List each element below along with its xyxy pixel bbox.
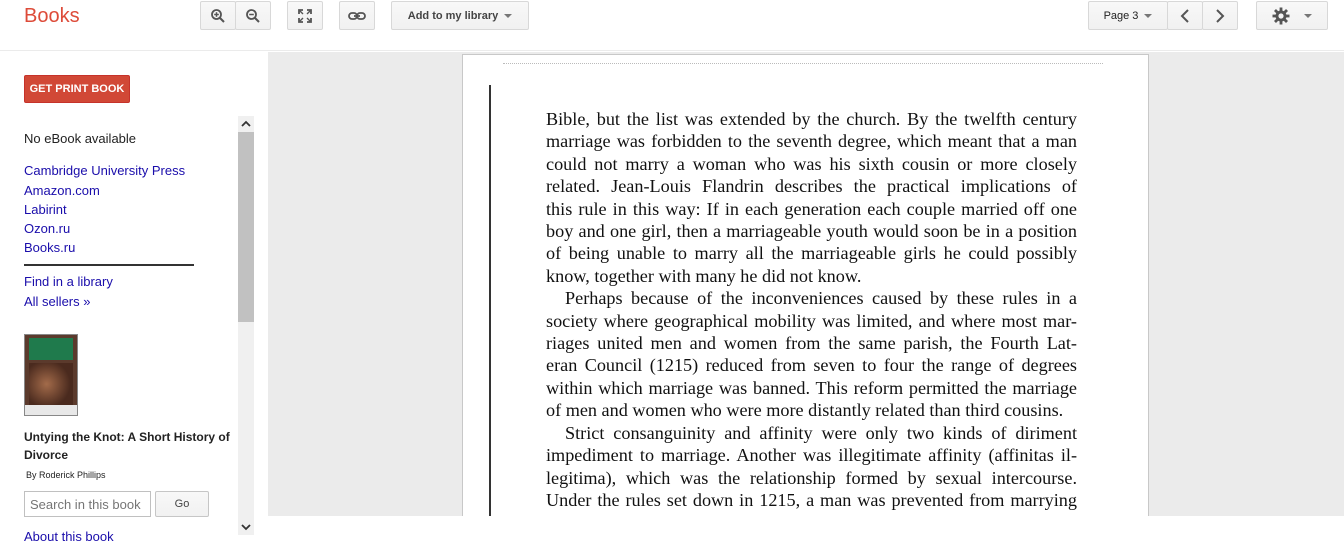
page-text-line: of men and women who were more distantly related than third cousins. bbox=[546, 400, 1064, 421]
chevron-right-icon bbox=[1215, 9, 1225, 23]
scroll-down-arrow[interactable] bbox=[238, 519, 254, 535]
search-in-book-input[interactable] bbox=[24, 491, 151, 517]
next-page-button[interactable] bbox=[1202, 1, 1238, 30]
page-text-line: marriage was forbidden to the seventh degree, which meant that a man bbox=[546, 131, 1077, 152]
chevron-down-icon bbox=[1304, 14, 1312, 18]
page-text-line: legitima), which was the relationship formed by sexual intercourse. bbox=[546, 467, 1077, 488]
no-ebook-text: No eBook available bbox=[24, 131, 137, 146]
viewer-bottom-strip bbox=[268, 516, 1344, 535]
chevron-down-icon bbox=[1144, 14, 1152, 18]
top-toolbar bbox=[0, 0, 1344, 51]
page-select-label: Page 3 bbox=[1103, 9, 1139, 22]
book-page bbox=[462, 54, 1149, 524]
seller-link[interactable]: Ozon.ru bbox=[24, 221, 71, 236]
seller-link[interactable]: Cambridge University Press bbox=[24, 163, 186, 178]
book-title: Untying the Knot: A Short History of Divorce bbox=[24, 430, 230, 462]
page-text-line: impediment to marriage. Another was illegitimate affinity (affinitas il- bbox=[546, 445, 1077, 466]
zoom-in-icon bbox=[210, 8, 226, 24]
zoom-out-button[interactable] bbox=[235, 1, 271, 30]
cover-publisher-strip bbox=[25, 405, 77, 415]
scrollbar-thumb[interactable] bbox=[238, 132, 254, 322]
fullscreen-icon bbox=[297, 8, 313, 24]
zoom-out-icon bbox=[245, 8, 261, 24]
previous-page-button[interactable] bbox=[1167, 1, 1203, 30]
page-text-line: eran Council (1215) reduced from seven to four the range of degrees bbox=[546, 355, 1077, 376]
page-text-line: of being unable to marry all the marriageable girls he could possibly bbox=[546, 243, 1077, 264]
find-in-library-link[interactable]: Find in a library bbox=[24, 274, 113, 289]
search-go-button[interactable]: Go bbox=[155, 491, 209, 517]
seller-link[interactable]: Books.ru bbox=[24, 240, 76, 255]
all-sellers-link[interactable]: All sellers » bbox=[24, 294, 91, 309]
cover-illustration bbox=[29, 363, 73, 405]
page-select[interactable] bbox=[1088, 1, 1168, 30]
seller-link[interactable]: Labirint bbox=[24, 202, 67, 217]
page-text-line: within which marriage was banned. This reform permitted the marriage bbox=[546, 377, 1077, 398]
add-to-library-label: Add to my library bbox=[407, 9, 499, 22]
scroll-up-arrow[interactable] bbox=[238, 116, 254, 132]
add-to-library-button[interactable] bbox=[391, 1, 529, 30]
page-text-line: Bible, but the list was extended by the church. By the twelfth century bbox=[546, 109, 1077, 129]
cover-title-band bbox=[29, 338, 73, 360]
book-viewer[interactable] bbox=[268, 52, 1344, 516]
book-author: By Roderick Phillips bbox=[26, 470, 106, 480]
get-print-book-button[interactable]: GET PRINT BOOK bbox=[24, 75, 130, 103]
sidebar bbox=[0, 52, 268, 544]
page-text-body bbox=[546, 108, 1077, 511]
chevron-left-icon bbox=[1180, 9, 1190, 23]
page-scan-edge bbox=[489, 85, 491, 525]
sellers-divider bbox=[24, 264, 194, 266]
page-text-line: riages united men and women from the same parish, the Fourth Lat- bbox=[546, 333, 1077, 354]
page-text-line: know, together with many he did not know. bbox=[546, 265, 862, 286]
books-logo[interactable]: Books bbox=[24, 5, 80, 27]
zoom-in-button[interactable] bbox=[200, 1, 236, 30]
link-button[interactable] bbox=[339, 1, 375, 30]
gear-icon bbox=[1272, 7, 1290, 25]
chevron-down-icon bbox=[241, 523, 251, 531]
fullscreen-button[interactable] bbox=[287, 1, 323, 30]
chevron-down-icon bbox=[504, 14, 512, 18]
settings-button[interactable] bbox=[1256, 1, 1328, 30]
link-icon bbox=[348, 10, 366, 22]
page-text-line: could not marry a woman who was his sixth cousin or more closely bbox=[546, 153, 1077, 174]
page-scan-header bbox=[503, 63, 1103, 67]
page-text-line: society where geographical mobility was limited, and where most mar- bbox=[546, 310, 1077, 331]
page-text-line: boy and one girl, then a marriageable youth would soon be in a position bbox=[546, 221, 1077, 242]
page-text-line: Strict consanguinity and affinity were only two kinds of diriment bbox=[565, 422, 1077, 443]
sidebar-scrollbar[interactable] bbox=[238, 116, 254, 535]
page-text-line: this rule in this way: If in each generation each couple married off one bbox=[546, 198, 1077, 219]
book-cover-thumbnail[interactable] bbox=[24, 334, 78, 416]
page-text-line: related. Jean-Louis Flandrin describes the practical implications of bbox=[546, 176, 1077, 197]
page-text-line: Under the rules set down in 1215, a man was prevented from marrying bbox=[546, 489, 1077, 510]
page-text-line: Perhaps because of the inconveniences caused by these rules in a bbox=[565, 288, 1077, 309]
chevron-up-icon bbox=[241, 120, 251, 128]
about-this-book-link[interactable]: About this book bbox=[24, 529, 114, 544]
seller-link[interactable]: Amazon.com bbox=[24, 183, 100, 198]
